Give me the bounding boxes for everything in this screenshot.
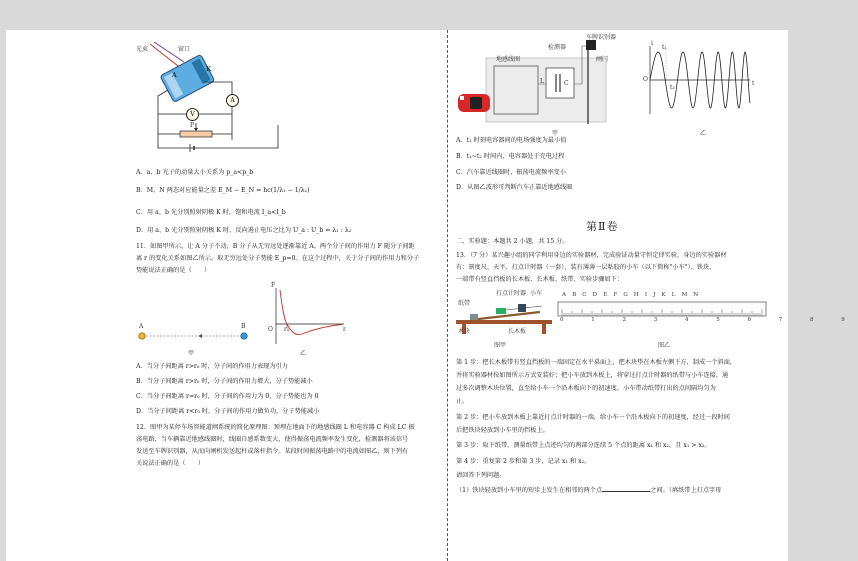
q12-stem-line4: 关说法正确的是（ ）: [136, 460, 205, 467]
r0-label: r₀: [284, 326, 290, 333]
q11-caption-jia: 甲: [188, 350, 195, 357]
cart-label: 小车: [530, 290, 543, 297]
molecule-b: [241, 333, 247, 339]
timer-label: 打点计时器: [496, 290, 527, 297]
exam-page: [6, 30, 858, 561]
column-divider: [447, 30, 448, 561]
inductor-label: L: [540, 78, 544, 85]
anode-label: A: [172, 72, 177, 79]
plate-recognizer-label: 车牌识别器: [586, 34, 617, 41]
rheostat: [180, 131, 212, 137]
ruler-numbers: 0 1 2 3 4 5 6 7 8 9: [560, 317, 858, 323]
q12-option-d: D．从图乙波形可判断汽车正靠近地感线圈: [456, 184, 573, 191]
slider-label: P: [190, 122, 195, 129]
q12-stem-line1: 12．图甲为某停车场智能道闸系统的简化原理图：预埋在地面下的地感线圈 L 和电容器 C 构成 LC 振: [136, 424, 415, 431]
light-beam-label: 光束: [136, 46, 149, 53]
q13-sub1: [456, 485, 721, 496]
molecule-a-label: A: [139, 323, 144, 330]
board-label: 长木板: [508, 328, 527, 335]
part2-intro: 二、实验题：本题共 2 小题，共 15 分。: [456, 238, 569, 245]
q12-option-b: B．t₁~t₂ 时间内，电容器处于充电过程: [456, 153, 565, 160]
molecule-a: [139, 333, 145, 339]
molecule-b-label: B: [241, 323, 246, 330]
q11-stem-line2: 离 r 的变化关系如图乙所示。取无穷远处分子势能 E_p=0。在这个过程中，关于分子间的作用力和分子: [136, 255, 420, 262]
q12-option-c: C．汽车靠近线圈时，振荡电流频率变小: [456, 169, 566, 176]
voltmeter-label: V: [190, 111, 195, 118]
q11-option-c: C．当分子间距离 r=r₀ 时，分子间的作用力为 0，分子势能也为 0: [136, 393, 319, 400]
q13-step1-line3: 过多次调整木块位置，直至给小车一个沿木板向下的初速度，小车带动纸带打出的点间隔均匀为: [456, 385, 716, 392]
origin-label: O: [268, 326, 273, 333]
tape-dot-letters: A B C D E F G H I J K L M N: [562, 292, 701, 298]
current-axis-label: i: [651, 40, 653, 47]
q11-option-b: B．当分子间距离 r>r₀ 时，分子间的作用力增大，分子势能减小: [136, 378, 313, 385]
q13-step2-line2: 后把铁块轻放到小车里的挡板上。: [456, 427, 549, 434]
q13-sub1-blank[interactable]: [602, 485, 650, 492]
ammeter-label: A: [230, 97, 235, 104]
q12-option-a: A．t₁ 时刻电容器间的电场强度为最小值: [456, 137, 567, 144]
q11-option-a: A．当分子间距离 r>r₀ 时，分子间的作用力表现为引力: [136, 363, 288, 370]
q13-step4: 第 4 步：重复第 2 步和第 3 步，记录 x₁ 和 x₂。: [456, 458, 591, 465]
q13-step2-line1: 第 2 步：把小车放到木板上靠近打点计时器的一端，给小车一个沿木板向下的初速度，经过一段时间: [456, 414, 730, 421]
car: [458, 94, 490, 112]
ammeter: [226, 94, 239, 107]
q13-caption-jia: 图甲: [494, 342, 507, 349]
q11-option-d: D．当分子间距离 r<r₀ 时，分子间的作用力做负功，分子势能减小: [136, 408, 320, 415]
wood-block: [470, 314, 478, 320]
q10-option-a: A．a、b 光子的动量大小关系为 p_a<p_b: [136, 169, 254, 176]
gate-label: 闸门: [596, 56, 609, 63]
q11-stem-line1: 11．如图甲所示，让 A 分子不动，B 分子从无穷远处逐渐靠近 A。两个分子间的作用力 F 随分子间距: [136, 243, 415, 250]
q13-step1-line4: 止。: [456, 398, 469, 405]
q10-option-b: B．M、N 两态对应能量之差 E_M − E_N = hc(1/λ₁ − 1/λ₂): [136, 187, 310, 194]
q10-option-c: C．用 a、b 光分别照射阴极 K 时，饱和电流 I_a<I_b: [136, 209, 286, 216]
q13-step1-line1: 第 1 步：把长木板带有竖直挡板的一端固定在水平桌面上，把木块垫在木板左侧下方，制成一个斜面，: [456, 359, 737, 366]
voltmeter: [186, 108, 199, 121]
distance-axis-label: r: [343, 326, 346, 333]
q13-stem-line2: 有：刻度尺、天平、打点计时器（一套）、装有薄薄一层粘胶的小车（以下简称"小车"）、铁块、: [456, 264, 716, 271]
q13-answer-prompt: 请回答下列问题。: [456, 472, 506, 479]
right-column: [456, 30, 858, 561]
q12-stem-line3: 发送至车牌识别器，从而向闸机发送起杆或落杆指令。某段时间振荡电路中的电流如图乙，则下列有: [136, 448, 409, 455]
q13-stem-line3: 一端带有竖直挡板的长木板、长木板、纸带、实验步骤如下：: [456, 276, 624, 283]
time-axis-label: t: [752, 80, 755, 87]
detector-label: 检测器: [548, 44, 567, 51]
q13-step3: 第 3 步：取下纸带，测量纸带上点迹均匀的两部分连续 5 个点的距离 x₁ 和 x₂，且 x₁ > x₂。: [456, 442, 711, 449]
q11-caption-yi: 乙: [300, 350, 307, 357]
ground-coil-label: 地感线圈: [496, 56, 521, 63]
left-column: [128, 30, 428, 561]
q11-stem-line3: 势能说法正确的是（ ）: [136, 267, 211, 274]
cathode-label: K: [206, 66, 212, 73]
q12-caption-yi: 乙: [700, 130, 707, 137]
q12-stem-line2: 荡电路，当车辆靠近地感线圈时，线圈自感系数变大，使得振荡电流频率发生变化，检测器将该信号: [136, 436, 409, 443]
force-curve: [280, 290, 342, 335]
part2-title: 第Ⅱ卷: [586, 220, 619, 233]
plate-recognizer: [586, 40, 596, 50]
tape-label: 纸带: [458, 300, 471, 307]
force-axis-label: F: [271, 282, 276, 289]
cart: [496, 308, 506, 314]
t1-label: t₁: [662, 44, 667, 51]
capacitor-label: C: [564, 80, 569, 87]
q10-option-d: D．用 a、b 光分别照射阴极 K 时，反向遏止电压之比为 U_a : U_b = λ₁ : λ₂: [136, 227, 352, 234]
q12-caption-jia: 甲: [552, 130, 559, 137]
t2-label: t₂: [670, 84, 675, 91]
q13-stem-line1: 13．（7 分）某兴趣小组的同学利用身边的实验器材，完成验证动量守恒定律实验，身边的实验器材: [456, 252, 727, 259]
origin-label-12: O: [643, 76, 648, 83]
phototube: [160, 54, 215, 102]
block-label: 木块: [458, 328, 471, 335]
q13-sub1-part-b: 之间。（填纸带上打点字母: [650, 487, 722, 494]
q13-caption-yi: 图乙: [658, 342, 671, 349]
q13-step1-line2: 并将实验器材按如图所示方式安装好；把小车放到木板上，将穿过打点计时器的纸带与小车连接，通: [456, 372, 729, 379]
q13-sub1-part-a: （1）铁块轻放到小车里的短步上发生在相邻的两个点: [456, 487, 603, 494]
window-label: 窗口: [178, 46, 191, 53]
photoelectric-circuit-svg: [128, 30, 428, 160]
